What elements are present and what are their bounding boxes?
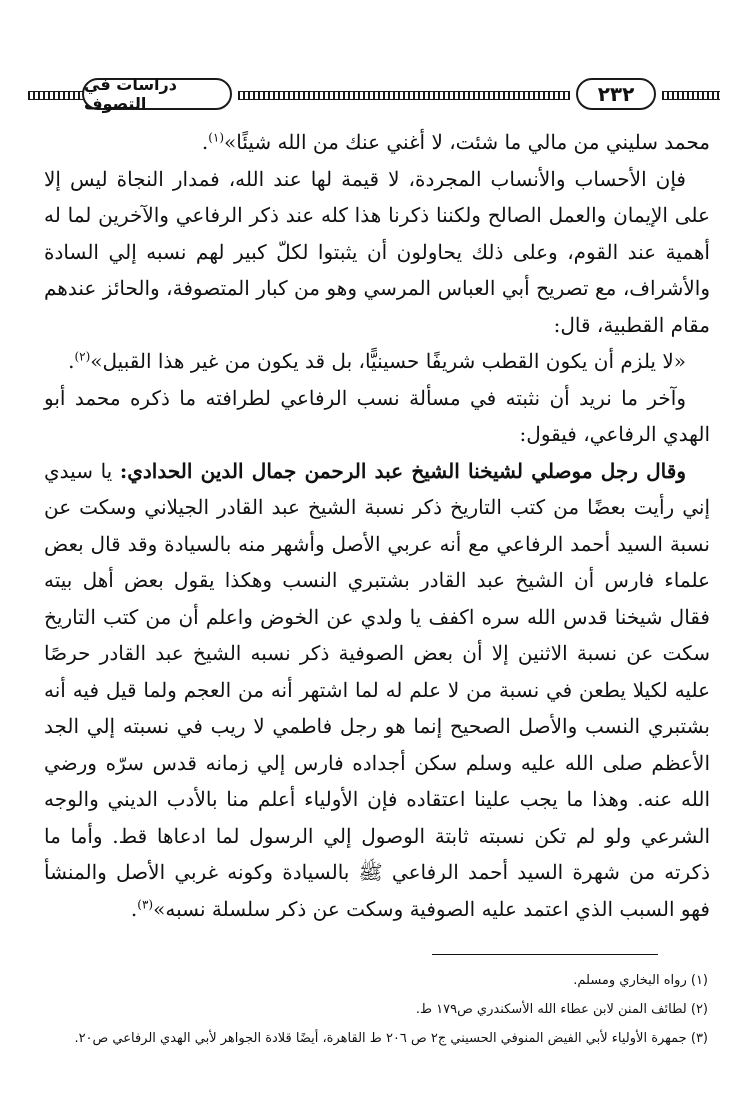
paragraph-1: محمد سليني من مالي ما شئت، لا أغني عنك من الله شيئًا»$^{(١)}$. [201,130,710,154]
main-text [44,124,710,927]
paragraph-5: وقال رجل موصلي لشيخنا الشيخ عبد الرحمن جمال الدين الحدادي: يا سيدي إني رأيت بعضًا من كتب التاريخ ذكر نسبة الشيخ عبد القادر الجيلاني وسكت عن نسبة السيد أحمد الرفاعي مع أنه عربي الأصل وأشهر منه بالسيادة وقد قال بعض علماء فارس أن الشيخ عبد القادر بشتبري النسب وهكذا يقول بعض أهل بيته فقال شيخنا قدس الله سره اكفف يا ولدي عن الخوض واعلم أن من كتب التاريخ سكت عن نسبة الاثنين إلا أن بعض الصوفية ذكر نسبه الشيخ عبد القادر حرصًا عليه لكيلا يطعن في نسبة من لا علم له لما اشتهر أنه من العجم ولما قيل فيه أنه بشتبري النسب والأصل الصحيح إنما هو رجل فاطمي لا ريب في نسبته إلي الجد الأعظم صلى الله عليه وسلم سكن أجداده فارس إلي زمانه قدس سرّه ورضي الله عنه. وهذا ما يجب علينا اعتقاده فإن الأولياء أعلم منا بالأدب الديني والوجه الشرعي ولو لم تكن نسبته ثابتة الوصول إلي الرسول لما ادعاها قط. وأما ما ذكرته من شهرة السيد أحمد الرفاعي ﷺ بالسيادة وكونه غربي الأصل والمنشأ فهو السبب الذي اعتمد عليه الصوفية وسكت عن ذكر سلسلة نسبه»$^{(٣)}$. [44,458,710,921]
paragraph-4: وآخر ما نريد أن نثبته في مسألة نسب الرفاعي لطرافته ما ذكره محمد أبو الهدي الرفاعي، فيقول: [44,385,710,446]
page-number: ٢٣٢ [576,78,656,110]
footnote-2: (٢) لطائف المنن لابن عطاء الله الأسكندري ص١٧٩ ط. [415,1002,708,1017]
footnote-3: (٣) جمهرة الأولياء لأبي الفيض المنوفي الحسيني ج٢ ص ٢٠٦ ط القاهرة، أيضًا قلادة الجواهر لأبي الهدي الرفاعي ص٢٠. [74,1031,708,1046]
footnote-ref-3: (٣) [137,896,154,911]
page-header [28,76,720,116]
footnote-ref-2: (٢) [74,349,91,364]
running-title: دراسات في التصوف [82,78,232,110]
header-ornament-left [662,91,720,100]
footnote-separator [432,954,658,955]
footnote-1: (١) رواه البخاري ومسلم. [573,973,708,988]
bold-lead: وقال رجل موصلي لشيخنا الشيخ عبد الرحمن جمال الدين الحدادي: [119,458,686,483]
footnote-ref-1: (١) [208,130,225,145]
footnotes [36,966,708,1053]
header-ornament-middle [238,91,570,100]
paragraph-2: فإن الأحساب والأنساب المجردة، لا قيمة لها عند الله، فمدار النجاة ليس إلا على الإيمان والعمل الصالح ولكننا ذكرنا هذا كله عند ذكر الرفاعي والآخرين لما له أهمية عند القوم، وعلى ذلك يحاولون أن يثبتوا لكلّ كبير لهم نسبه إلي السادة والأشراف، مع تصريح أبي العباس المرسي وهو من كبار المتصوفة، والحائز عندهم مقام القطبية، قال: [44,166,710,337]
quote-paragraph: «لا يلزم أن يكون القطب شريفًا حسينيًّا، بل قد يكون من غير هذا القبيل»$^{(٢)}$. [68,349,686,373]
